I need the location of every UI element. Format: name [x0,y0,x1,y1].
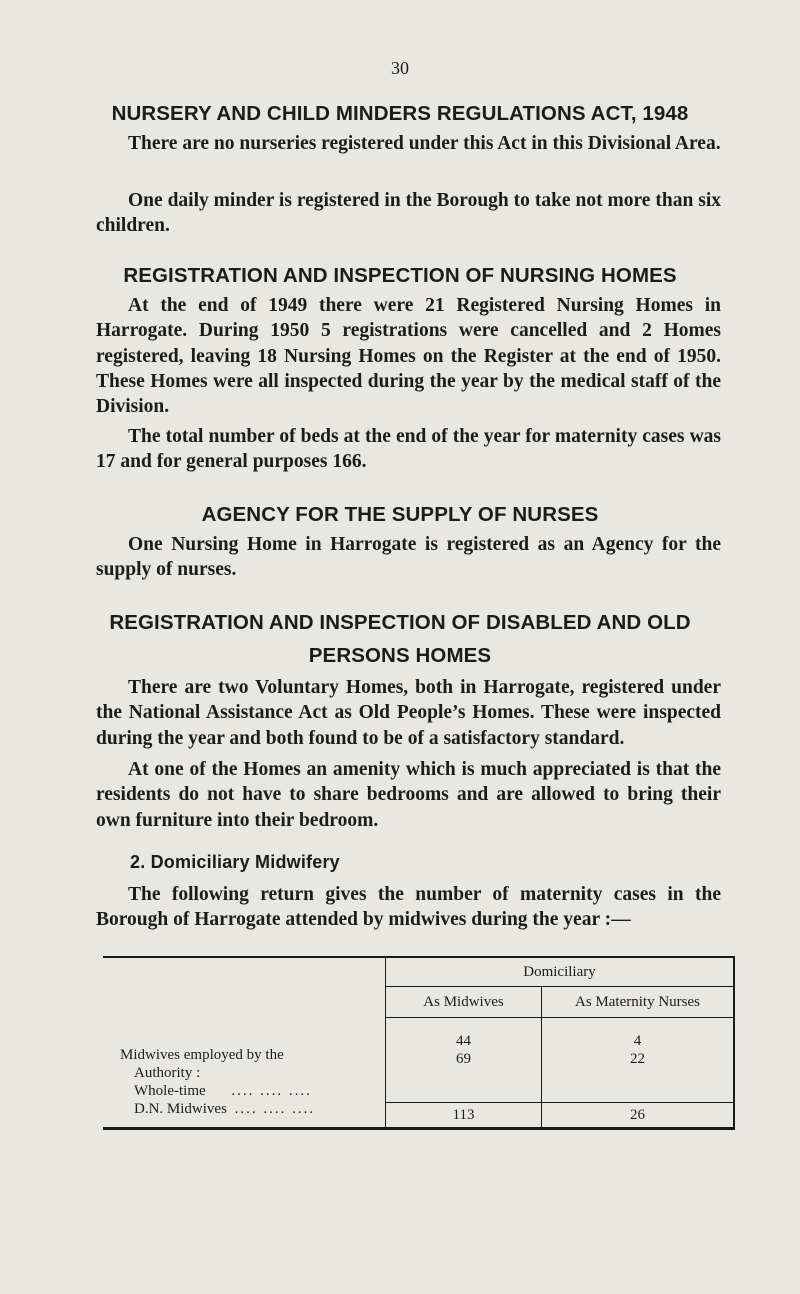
paragraph-nursery-2: One daily minder is registered in the Borough to take not more than six children. [96,190,721,237]
paragraph-nursing-homes-1: At the end of 1949 there were 21 Registered Nursing Homes in Harrogate. During 1950 5 registrations were cancelled and 2 Homes registered, leaving 18 Nursing Homes on the Register at the end of 1950. These Homes were all inspected during the year by the medical staff of the Division. [96,295,721,418]
value-dn-midwives-midwives: 69 [456,1051,471,1067]
values-midwives [386,1018,542,1103]
section-heading-midwifery: 2. Domiciliary Midwifery [130,852,340,872]
row-label-whole-time-text: Whole-time [134,1083,206,1099]
value-whole-time-midwives: 44 [456,1033,471,1049]
domiciliary-header: Domiciliary [386,957,735,987]
row-label-dn-midwives [120,1100,315,1118]
row-label-whole-time-leader: .... .... .... [231,1083,312,1099]
paragraph-disabled-1: There are two Voluntary Homes, both in Harrogate, registered under the National Assistance Act as Old People’s Homes. These were inspected during the year and both found to be of a satisfactory standard. [96,677,721,749]
value-dn-midwives-maternity: 22 [630,1051,645,1067]
value-whole-time-maternity: 4 [633,1033,642,1049]
col-header-midwives: As Midwives [386,987,542,1018]
total-midwives: 113 [386,1103,542,1129]
row-label-block [120,1046,315,1118]
paragraph-disabled-2: At one of the Homes an amenity which is much appreciated is that the residents do not have to share bedrooms and are allowed to bring their own furniture into their bedroom. [96,759,721,831]
row-label-cell [103,957,386,1129]
total-maternity-nurses: 26 [542,1103,735,1129]
paragraph-midwifery-1: The following return gives the number of maternity cases in the Borough of Harrogate attended by midwives during the year :— [96,884,721,931]
row-label-title-line1: Midwives employed by the [120,1047,284,1063]
col-header-maternity-nurses: As Maternity Nurses [542,987,735,1018]
page-number: 30 [391,58,409,78]
row-label-title-line2: Authority : [134,1065,201,1081]
paragraph-nursery-1: There are no nurseries registered under this Act in this Divisional Area. [128,133,721,154]
section-heading-disabled-line2: PERSONS HOMES [308,644,492,667]
paragraph-agency-1: One Nursing Home in Harrogate is registered as an Agency for the supply of nurses. [96,534,721,581]
section-heading-nursing-homes: REGISTRATION AND INSPECTION OF NURSING HOMES [123,264,677,287]
section-heading-agency: AGENCY FOR THE SUPPLY OF NURSES [201,503,599,526]
paragraph-nursing-homes-2: The total number of beds at the end of the year for maternity cases was 17 and for general purposes 166. [96,426,721,473]
section-heading-disabled-line1: REGISTRATION AND INSPECTION OF DISABLED AND OLD [109,611,691,634]
row-label-dn-midwives-leader: .... .... .... [234,1101,316,1117]
values-maternity-nurses [542,1018,735,1103]
section-heading-nursery: NURSERY AND CHILD MINDERS REGULATIONS ACT, 1948 [111,102,689,125]
row-label-dn-midwives-text: D.N. Midwives [134,1101,227,1117]
midwives-table [103,956,735,1130]
row-label-whole-time [120,1082,315,1100]
